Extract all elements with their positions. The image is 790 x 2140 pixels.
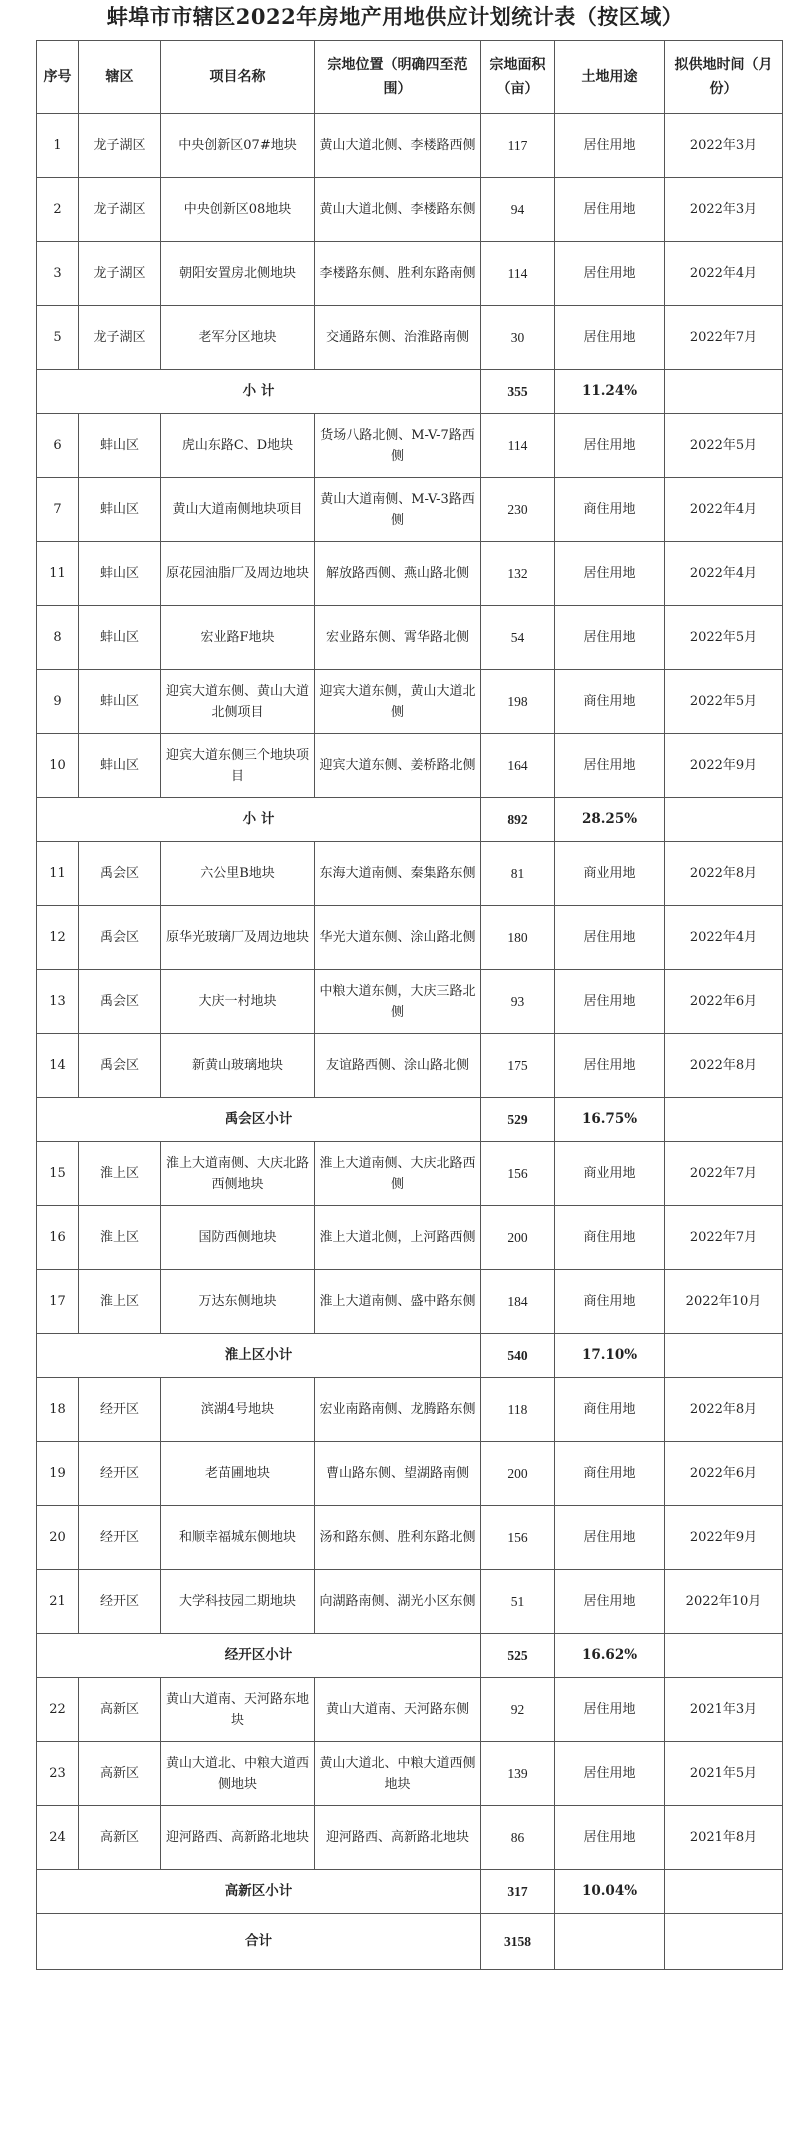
total-area: 3158 — [481, 1914, 555, 1970]
cell-location: 汤和路东侧、胜利东路北侧 — [315, 1506, 481, 1570]
table-row — [37, 1806, 783, 1870]
table-row — [37, 114, 783, 178]
cell-district: 高新区 — [79, 1806, 161, 1870]
subtotal-row — [37, 1634, 783, 1678]
cell-usage: 居住用地 — [555, 306, 665, 370]
cell-location: 宏业路东侧、霄华路北侧 — [315, 606, 481, 670]
cell-time: 2022年8月 — [665, 1378, 783, 1442]
cell-district: 高新区 — [79, 1678, 161, 1742]
cell-time: 2022年6月 — [665, 970, 783, 1034]
cell-project: 迎河路西、高新路北地块 — [161, 1806, 315, 1870]
subtotal-row — [37, 1334, 783, 1378]
cell-project: 迎宾大道东侧三个地块项目 — [161, 734, 315, 798]
cell-usage: 居住用地 — [555, 178, 665, 242]
cell-time: 2022年4月 — [665, 542, 783, 606]
subtotal-label: 小 计 — [37, 370, 481, 414]
table-row — [37, 1442, 783, 1506]
header-project: 项目名称 — [161, 41, 315, 114]
cell-index: 24 — [37, 1806, 79, 1870]
subtotal-area: 529 — [481, 1098, 555, 1142]
cell-location: 淮上大道北侧，上河路西侧 — [315, 1206, 481, 1270]
cell-area: 156 — [481, 1142, 555, 1206]
cell-time: 2022年5月 — [665, 606, 783, 670]
cell-district: 龙子湖区 — [79, 306, 161, 370]
cell-district: 高新区 — [79, 1742, 161, 1806]
subtotal-empty — [665, 370, 783, 414]
cell-area: 198 — [481, 670, 555, 734]
cell-index: 3 — [37, 242, 79, 306]
cell-project: 新黄山玻璃地块 — [161, 1034, 315, 1098]
cell-location: 华光大道东侧、涂山路北侧 — [315, 906, 481, 970]
cell-district: 蚌山区 — [79, 478, 161, 542]
cell-location: 曹山路东侧、望湖路南侧 — [315, 1442, 481, 1506]
table-row — [37, 478, 783, 542]
cell-index: 22 — [37, 1678, 79, 1742]
table-row — [37, 1678, 783, 1742]
cell-district: 蚌山区 — [79, 542, 161, 606]
cell-location: 淮上大道南侧、盛中路东侧 — [315, 1270, 481, 1334]
cell-location: 迎宾大道东侧、姜桥路北侧 — [315, 734, 481, 798]
cell-index: 15 — [37, 1142, 79, 1206]
table-row — [37, 842, 783, 906]
cell-location: 黄山大道南侧、M-V-3路西侧 — [315, 478, 481, 542]
cell-time: 2022年5月 — [665, 414, 783, 478]
subtotal-percent: 28.25% — [555, 798, 665, 842]
cell-district: 经开区 — [79, 1506, 161, 1570]
table-row — [37, 670, 783, 734]
cell-index: 11 — [37, 542, 79, 606]
header-usage: 土地用途 — [555, 41, 665, 114]
cell-project: 朝阳安置房北侧地块 — [161, 242, 315, 306]
subtotal-area: 540 — [481, 1334, 555, 1378]
table-row — [37, 1142, 783, 1206]
cell-project: 大学科技园二期地块 — [161, 1570, 315, 1634]
cell-location: 友谊路西侧、涂山路北侧 — [315, 1034, 481, 1098]
subtotal-area: 355 — [481, 370, 555, 414]
subtotal-label: 淮上区小计 — [37, 1334, 481, 1378]
subtotal-empty — [665, 1634, 783, 1678]
cell-district: 淮上区 — [79, 1270, 161, 1334]
cell-location: 迎河路西、高新路北地块 — [315, 1806, 481, 1870]
cell-district: 蚌山区 — [79, 734, 161, 798]
cell-usage: 居住用地 — [555, 734, 665, 798]
cell-district: 经开区 — [79, 1442, 161, 1506]
header-location: 宗地位置（明确四至范围） — [315, 41, 481, 114]
cell-project: 迎宾大道东侧、黄山大道北侧项目 — [161, 670, 315, 734]
cell-index: 14 — [37, 1034, 79, 1098]
subtotal-empty — [665, 1098, 783, 1142]
cell-index: 18 — [37, 1378, 79, 1442]
table-row — [37, 1742, 783, 1806]
cell-area: 93 — [481, 970, 555, 1034]
cell-area: 81 — [481, 842, 555, 906]
cell-project: 宏业路F地块 — [161, 606, 315, 670]
subtotal-area: 892 — [481, 798, 555, 842]
header-area: 宗地面积（亩） — [481, 41, 555, 114]
table-row — [37, 306, 783, 370]
land-supply-table — [36, 40, 783, 1970]
cell-area: 156 — [481, 1506, 555, 1570]
subtotal-percent: 17.10% — [555, 1334, 665, 1378]
cell-time: 2022年7月 — [665, 1206, 783, 1270]
cell-index: 11 — [37, 842, 79, 906]
header-district: 辖区 — [79, 41, 161, 114]
cell-district: 禹会区 — [79, 906, 161, 970]
subtotal-area: 317 — [481, 1870, 555, 1914]
subtotal-row — [37, 370, 783, 414]
cell-district: 经开区 — [79, 1378, 161, 1442]
cell-index: 6 — [37, 414, 79, 478]
cell-location: 货场八路北侧、M-V-7路西侧 — [315, 414, 481, 478]
cell-project: 黄山大道北、中粮大道西侧地块 — [161, 1742, 315, 1806]
cell-usage: 商住用地 — [555, 478, 665, 542]
cell-location: 淮上大道南侧、大庆北路西侧 — [315, 1142, 481, 1206]
cell-project: 六公里B地块 — [161, 842, 315, 906]
subtotal-percent: 16.75% — [555, 1098, 665, 1142]
cell-usage: 商住用地 — [555, 670, 665, 734]
cell-usage: 商住用地 — [555, 1270, 665, 1334]
subtotal-label: 小 计 — [37, 798, 481, 842]
cell-time: 2022年10月 — [665, 1570, 783, 1634]
cell-usage: 居住用地 — [555, 1806, 665, 1870]
cell-time: 2022年4月 — [665, 478, 783, 542]
cell-time: 2021年5月 — [665, 1742, 783, 1806]
cell-project: 黄山大道南侧地块项目 — [161, 478, 315, 542]
cell-index: 1 — [37, 114, 79, 178]
cell-project: 国防西侧地块 — [161, 1206, 315, 1270]
cell-project: 淮上大道南侧、大庆北路西侧地块 — [161, 1142, 315, 1206]
cell-district: 龙子湖区 — [79, 114, 161, 178]
table-row — [37, 242, 783, 306]
cell-district: 禹会区 — [79, 842, 161, 906]
cell-time: 2022年7月 — [665, 306, 783, 370]
cell-district: 蚌山区 — [79, 606, 161, 670]
subtotal-row — [37, 1870, 783, 1914]
cell-district: 龙子湖区 — [79, 178, 161, 242]
cell-time: 2022年9月 — [665, 1506, 783, 1570]
cell-area: 175 — [481, 1034, 555, 1098]
cell-area: 54 — [481, 606, 555, 670]
cell-district: 禹会区 — [79, 970, 161, 1034]
cell-project: 大庆一村地块 — [161, 970, 315, 1034]
cell-area: 86 — [481, 1806, 555, 1870]
table-body — [37, 114, 783, 1970]
cell-usage: 居住用地 — [555, 542, 665, 606]
subtotal-empty — [665, 798, 783, 842]
cell-location: 黄山大道北侧、李楼路西侧 — [315, 114, 481, 178]
table-row — [37, 1270, 783, 1334]
header-row — [37, 41, 783, 114]
cell-area: 139 — [481, 1742, 555, 1806]
subtotal-area: 525 — [481, 1634, 555, 1678]
cell-location: 宏业南路南侧、龙腾路东侧 — [315, 1378, 481, 1442]
cell-district: 禹会区 — [79, 1034, 161, 1098]
table-row — [37, 906, 783, 970]
cell-area: 114 — [481, 414, 555, 478]
table-row — [37, 1206, 783, 1270]
subtotal-percent: 11.24% — [555, 370, 665, 414]
total-empty — [555, 1914, 665, 1970]
table-row — [37, 1570, 783, 1634]
subtotal-empty — [665, 1870, 783, 1914]
cell-area: 114 — [481, 242, 555, 306]
cell-time: 2022年8月 — [665, 1034, 783, 1098]
cell-area: 184 — [481, 1270, 555, 1334]
cell-time: 2022年4月 — [665, 242, 783, 306]
cell-area: 92 — [481, 1678, 555, 1742]
cell-area: 200 — [481, 1206, 555, 1270]
cell-time: 2022年3月 — [665, 178, 783, 242]
subtotal-row — [37, 798, 783, 842]
cell-usage: 居住用地 — [555, 906, 665, 970]
cell-project: 黄山大道南、天河路东地块 — [161, 1678, 315, 1742]
table-title: 蚌埠市市辖区2022年房地产用地供应计划统计表（按区域） — [106, 4, 684, 29]
table-row — [37, 970, 783, 1034]
cell-project: 老苗圃地块 — [161, 1442, 315, 1506]
cell-location: 交通路东侧、治淮路南侧 — [315, 306, 481, 370]
total-row — [37, 1914, 783, 1970]
cell-area: 30 — [481, 306, 555, 370]
cell-index: 12 — [37, 906, 79, 970]
cell-usage: 居住用地 — [555, 1742, 665, 1806]
cell-area: 132 — [481, 542, 555, 606]
cell-district: 蚌山区 — [79, 414, 161, 478]
cell-area: 200 — [481, 1442, 555, 1506]
cell-usage: 商业用地 — [555, 842, 665, 906]
cell-index: 20 — [37, 1506, 79, 1570]
cell-project: 原花园油脂厂及周边地块 — [161, 542, 315, 606]
cell-usage: 商住用地 — [555, 1206, 665, 1270]
total-label: 合计 — [37, 1914, 481, 1970]
cell-index: 8 — [37, 606, 79, 670]
cell-time: 2022年8月 — [665, 842, 783, 906]
table-row — [37, 1506, 783, 1570]
cell-area: 51 — [481, 1570, 555, 1634]
cell-project: 滨湖4号地块 — [161, 1378, 315, 1442]
cell-project: 中央创新区08地块 — [161, 178, 315, 242]
cell-usage: 居住用地 — [555, 1034, 665, 1098]
cell-location: 迎宾大道东侧，黄山大道北侧 — [315, 670, 481, 734]
cell-area: 164 — [481, 734, 555, 798]
cell-index: 19 — [37, 1442, 79, 1506]
header-index: 序号 — [37, 41, 79, 114]
cell-location: 黄山大道北、中粮大道西侧地块 — [315, 1742, 481, 1806]
table-row — [37, 414, 783, 478]
cell-time: 2021年8月 — [665, 1806, 783, 1870]
cell-usage: 居住用地 — [555, 1506, 665, 1570]
cell-usage: 商住用地 — [555, 1442, 665, 1506]
cell-project: 老军分区地块 — [161, 306, 315, 370]
table-row — [37, 542, 783, 606]
subtotal-percent: 10.04% — [555, 1870, 665, 1914]
cell-index: 2 — [37, 178, 79, 242]
cell-location: 李楼路东侧、胜利东路南侧 — [315, 242, 481, 306]
cell-project: 中央创新区07#地块 — [161, 114, 315, 178]
cell-usage: 居住用地 — [555, 114, 665, 178]
subtotal-label: 禹会区小计 — [37, 1098, 481, 1142]
cell-location: 黄山大道北侧、李楼路东侧 — [315, 178, 481, 242]
cell-index: 7 — [37, 478, 79, 542]
cell-index: 9 — [37, 670, 79, 734]
table-row — [37, 1034, 783, 1098]
table-row — [37, 1378, 783, 1442]
table-row — [37, 178, 783, 242]
cell-time: 2022年5月 — [665, 670, 783, 734]
cell-index: 10 — [37, 734, 79, 798]
subtotal-percent: 16.62% — [555, 1634, 665, 1678]
cell-usage: 居住用地 — [555, 1570, 665, 1634]
table-row — [37, 734, 783, 798]
cell-location: 东海大道南侧、秦集路东侧 — [315, 842, 481, 906]
cell-usage: 商住用地 — [555, 1378, 665, 1442]
cell-area: 230 — [481, 478, 555, 542]
cell-area: 117 — [481, 114, 555, 178]
cell-project: 虎山东路C、D地块 — [161, 414, 315, 478]
table-row — [37, 606, 783, 670]
cell-usage: 居住用地 — [555, 1678, 665, 1742]
cell-time: 2022年3月 — [665, 114, 783, 178]
cell-index: 5 — [37, 306, 79, 370]
cell-district: 蚌山区 — [79, 670, 161, 734]
cell-area: 180 — [481, 906, 555, 970]
cell-time: 2022年6月 — [665, 1442, 783, 1506]
cell-location: 中粮大道东侧，大庆三路北侧 — [315, 970, 481, 1034]
cell-time: 2022年4月 — [665, 906, 783, 970]
cell-project: 万达东侧地块 — [161, 1270, 315, 1334]
cell-district: 淮上区 — [79, 1142, 161, 1206]
cell-project: 和顺幸福城东侧地块 — [161, 1506, 315, 1570]
cell-location: 解放路西侧、燕山路北侧 — [315, 542, 481, 606]
cell-district: 淮上区 — [79, 1206, 161, 1270]
cell-index: 16 — [37, 1206, 79, 1270]
cell-index: 17 — [37, 1270, 79, 1334]
cell-district: 龙子湖区 — [79, 242, 161, 306]
subtotal-row — [37, 1098, 783, 1142]
cell-time: 2022年10月 — [665, 1270, 783, 1334]
cell-area: 118 — [481, 1378, 555, 1442]
cell-location: 向湖路南侧、湖光小区东侧 — [315, 1570, 481, 1634]
cell-time: 2022年7月 — [665, 1142, 783, 1206]
subtotal-empty — [665, 1334, 783, 1378]
cell-area: 94 — [481, 178, 555, 242]
header-time: 拟供地时间（月份） — [665, 41, 783, 114]
cell-project: 原华光玻璃厂及周边地块 — [161, 906, 315, 970]
cell-index: 21 — [37, 1570, 79, 1634]
cell-usage: 商业用地 — [555, 1142, 665, 1206]
subtotal-label: 高新区小计 — [37, 1870, 481, 1914]
subtotal-label: 经开区小计 — [37, 1634, 481, 1678]
cell-usage: 居住用地 — [555, 414, 665, 478]
cell-usage: 居住用地 — [555, 970, 665, 1034]
cell-location: 黄山大道南、天河路东侧 — [315, 1678, 481, 1742]
cell-usage: 居住用地 — [555, 242, 665, 306]
total-empty — [665, 1914, 783, 1970]
cell-time: 2022年9月 — [665, 734, 783, 798]
cell-usage: 居住用地 — [555, 606, 665, 670]
cell-district: 经开区 — [79, 1570, 161, 1634]
cell-index: 13 — [37, 970, 79, 1034]
cell-index: 23 — [37, 1742, 79, 1806]
cell-time: 2021年3月 — [665, 1678, 783, 1742]
